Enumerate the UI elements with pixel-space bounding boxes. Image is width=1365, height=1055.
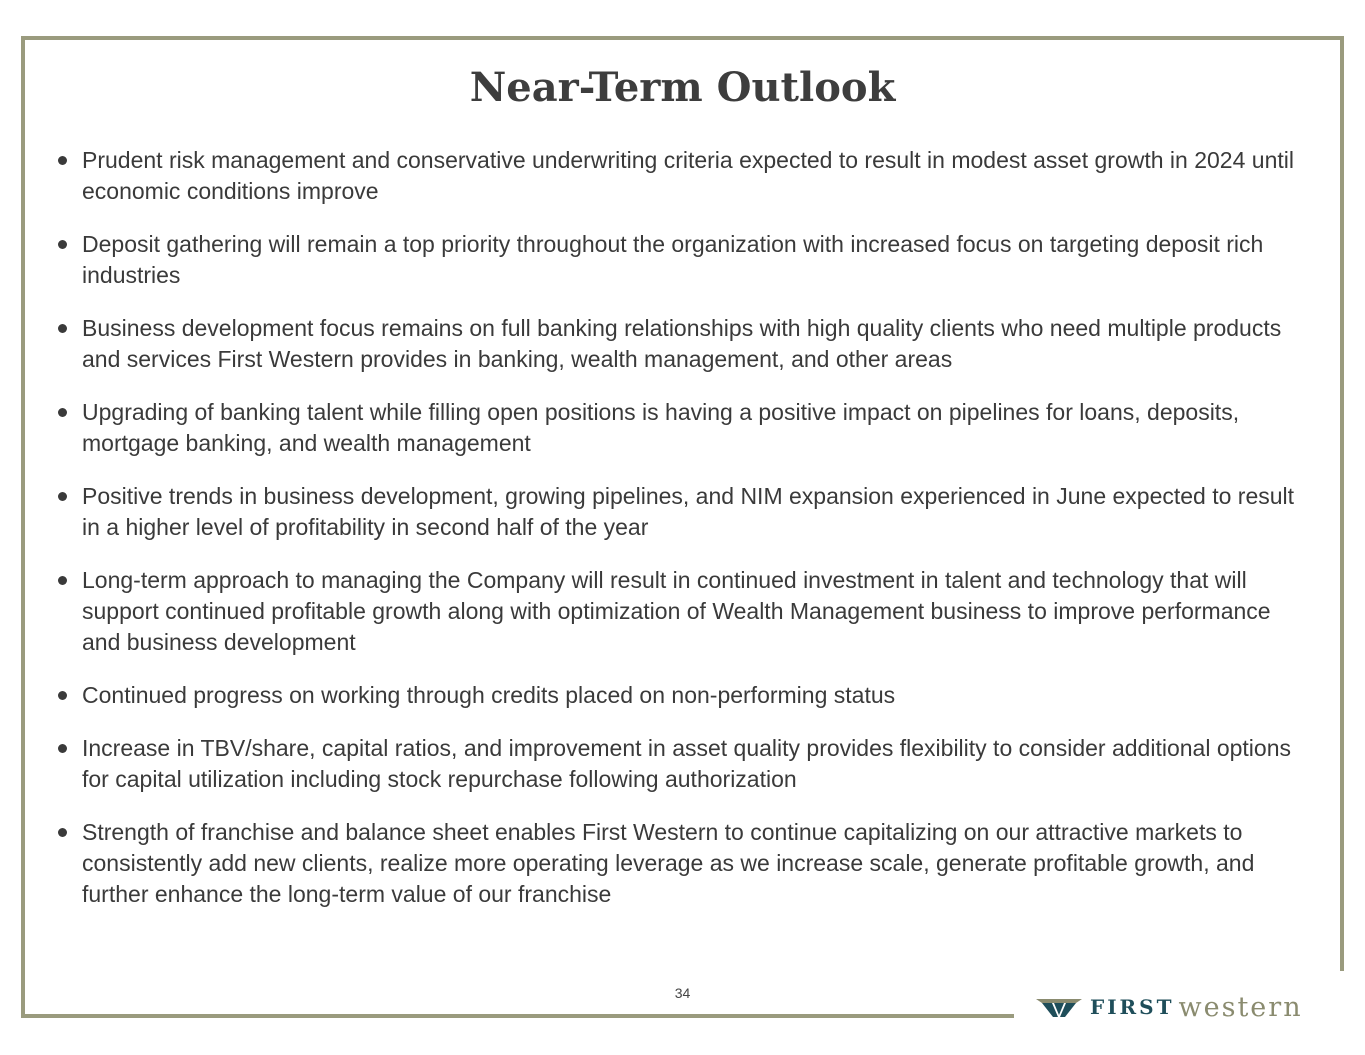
bullet-text: Business development focus remains on full banking relationships with high quality clients who need multiple products and services First Western provides in banking, wealth management, and other areas <box>82 315 1282 372</box>
page-title: Near-Term Outlook <box>469 64 896 111</box>
bullet-dot-icon <box>58 492 67 501</box>
bullet-text: Prudent risk management and conservative underwriting criteria expected to result in modest asset growth in 2024 until economic conditions improve <box>82 147 1294 204</box>
bullet-text: Long-term approach to managing the Company will result in continued investment in talent and technology that will support continued profitable growth along with optimization of Wealth Management business to improve performance and business development <box>82 567 1271 655</box>
logo-word-first: FIRST <box>1090 995 1175 1019</box>
bullet-text: Upgrading of banking talent while filling open positions is having a positive impact on pipelines for loans, deposits, mortgage banking, and wealth management <box>82 399 1240 456</box>
bullet-item <box>56 313 1296 375</box>
bullet-item <box>56 481 1296 543</box>
page-number: 34 <box>674 985 691 1001</box>
bullet-text: Increase in TBV/share, capital ratios, and improvement in asset quality provides flexibility to consider additional options for capital utilization including stock repurchase following authorization <box>82 735 1291 792</box>
logo-word-western: western <box>1178 991 1303 1023</box>
bullet-text: Deposit gathering will remain a top priority throughout the organization with increased focus on targeting deposit rich industries <box>82 231 1264 288</box>
bullet-item <box>56 229 1296 291</box>
w-chevron-logo-icon <box>1036 995 1082 1019</box>
bullet-dot-icon <box>58 744 67 753</box>
bullet-dot-icon <box>58 156 67 165</box>
bullet-dot-icon <box>58 828 67 837</box>
bullet-item <box>56 733 1296 795</box>
bullet-text: Strength of franchise and balance sheet enables First Western to continue capitalizing on our attractive markets to consistently add new clients, realize more operating leverage as we increase scale, generate profitable growth, and further enhance the long-term value of our franchise <box>82 819 1255 907</box>
company-logo <box>1036 992 1303 1022</box>
bullet-dot-icon <box>58 691 67 700</box>
bullet-list <box>56 145 1296 932</box>
bullet-dot-icon <box>58 408 67 417</box>
bullet-text: Continued progress on working through credits placed on non-performing status <box>82 682 896 708</box>
bullet-item <box>56 680 1296 711</box>
bullet-item <box>56 817 1296 910</box>
slide-frame-bottom-edge <box>21 1014 1014 1018</box>
bullet-item <box>56 565 1296 658</box>
bullet-item <box>56 397 1296 459</box>
bullet-dot-icon <box>58 240 67 249</box>
bullet-dot-icon <box>58 576 67 585</box>
bullet-item <box>56 145 1296 207</box>
slide-frame-right-edge <box>1340 36 1344 971</box>
bullet-dot-icon <box>58 324 67 333</box>
bullet-text: Positive trends in business development, growing pipelines, and NIM expansion experienced in June expected to result in a higher level of profitability in second half of the year <box>82 483 1295 540</box>
